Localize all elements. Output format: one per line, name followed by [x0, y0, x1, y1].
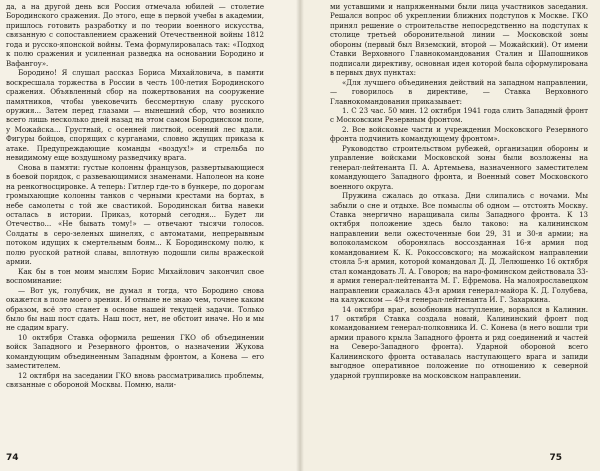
paragraph: 10 октября Ставка оформила решения ГКО об объединении войск Западного и Резервного фронтов, о назначении Жукова командующим объединенным Западным фронтом, а Конева — его заместителем. — [6, 332, 264, 371]
paragraph: ми уставшими и напряженными были лица участников заседания. Решался вопрос об укреплении ближних подступов к Москве. ГКО принял решение о строительстве непосредственно на подступах к столице третьей оборонительной линии — Московской зоны обороны (первый был Вяземский, второй — Можайский). От имени Ставки Верховного Главнокомандования Сталин и Шапошников подписали директиву, основная идея которой была сформулирована в первых двух пунктах: — [330, 2, 588, 78]
left-page-text — [6, 2, 264, 390]
book-gutter-shadow — [296, 0, 304, 471]
right-page-text — [330, 2, 588, 380]
paragraph: 14 октября враг, возобновив наступление, ворвался в Калинин. 17 октября Ставка создала новый, Калининский фронт под командованием генерал-полковника И. С. Конева (в него вошли три армии правого крыла Западного фронта и ряд соединений и частей на Северо-Западного фронта). Ударной обороной всего Калининского фронта оставалась наступающего врага и запиди выгодное оперативное положение по отношению к северной ударной группировке на московском направлении. — [330, 304, 588, 380]
page-number-right: 75 — [549, 453, 562, 463]
paragraph: 2. Все войсковые части и учреждения Московского Резервного фронта подчинить командующему фронтом». — [330, 124, 588, 144]
paragraph: 12 октября на заседании ГКО вновь рассматривались проблемы, связанные с обороной Москвы. Помню, нали- — [6, 370, 264, 390]
paragraph: — Вот ук, голубчик, не думал я тогда, что Бородино снова окажется в поле моего зрения. И отныне не знаю чем, точнее каким образом, всё это станет в основе нашей текущей задачи. Только было бы наш пост сдать. Наш пост, нет, не обстоит иначе. Но и мы не сдадим врагу. — [6, 285, 264, 333]
paragraph: «Для лучшего объединения действий на западном направлении, — говорилось в директиве, — Ставка Верховного Главнокомандования приказывает: — [330, 77, 588, 106]
paragraph: да, а на другой день вся Россия отмечала юбилей — столетие Бородинского сражения. До этого, еще в первой учебы в академии, пришлось готовить разработку и по теории военного искусства, связанную с сопоставлением сражений Отечественной войны 1812 года и русско-японской войны. Тема формулировалась так: «Подход к полю сражения и усиленная разведка на основании Бородино и Вафангоу». — [6, 2, 264, 68]
paragraph: Как бы в тон моим мыслям Борис Михайлович закончил свое воспоминание: — [6, 266, 264, 286]
right-page — [300, 0, 600, 471]
paragraph: Пружина сжалась до отказа. Дни слипались с ночами. Мы забыли о сне и отдыхе. Все помыслы об одном — отстоять Москву. Ставка энергично наращивала силы Западного фронта. К 13 октября положение здесь было таково: на калининском направлении вели ожесточенные бои 29, 31 и 30-я армии; на волоколамском оборонялась воссозданная 16-я армия под командованием К. К. Рокоссовского; на можайском направлении стояла 5-я армия, которой командовал Д. Д. Лелюшенко 16 октября стал командовать Л. А. Говоров; на наро-фоминском действовала 33-я армия генерал-лейтенанта М. Г. Ефремова. На малоярославецком направлении сражалась 43-я армия генерал-майора К. Д. Голубева, на калужском — 49-я генерал-лейтенанта И. Г. Захаркина. — [330, 191, 588, 305]
paragraph: 1. С 23 час. 50 мин. 12 октября 1941 года слить Западный фронт с Московским Резервным фронтом. — [330, 105, 588, 125]
paragraph: Руководство строительством рубежей, организация обороны и управление войсками Московской зоны были возложены на генерал-лейтенанта П. А. Артемьева, назначенного заместителем командующего Западного фронта, и Военный совет Московского военного округа. — [330, 143, 588, 191]
paragraph: Бородино! Я слушал рассказ Бориса Михайловича, в памяти воскресшала торжества в России в честь 100-летия Бородинского сражения. Объявленный сбор на пожертвования на сооружение памятников, чтобы увековечить бессмертную славу русского оружия... Затем перед глазами — нынешний сбор, что возникло всего лишь несколько дней назад на этом самом Бородинском поле, у Можайска... Грустный, с осенней листвой, осенний лес вдали. Фигуры бойцов, спорящих с курганами, словно ждущих приказа к атаке. Предупреждающие команды «воздух!» и стрельба по невидимому еще воздушному разведчику врага. — [6, 68, 264, 163]
page-number-left: 74 — [6, 453, 19, 463]
paragraph: Снова в памяти: густые колонны французов, развертывающиеся в боевой порядок, с развевающимися знаменами. Наполеон на коне на ренкогносцировке. А теперь: Гитлер где-то в бункере, по дорогам громыхающие колонны танков с черными крестами на бортах, в небе самолеты с той же свастикой. Бородинская битва навеки осталась в истории. Приказ, который сегодня... Будет ли Отечество... «Не бывать тому!» — отвечают тысячи голосов. Солдаты в серо-зеленых шинелях, с автоматами, непрерывным потоком идущих к смертельным боям... К Бородинскому полю, к полю русской ратной славы, вплотную подошли силы вражеской армии. — [6, 162, 264, 267]
